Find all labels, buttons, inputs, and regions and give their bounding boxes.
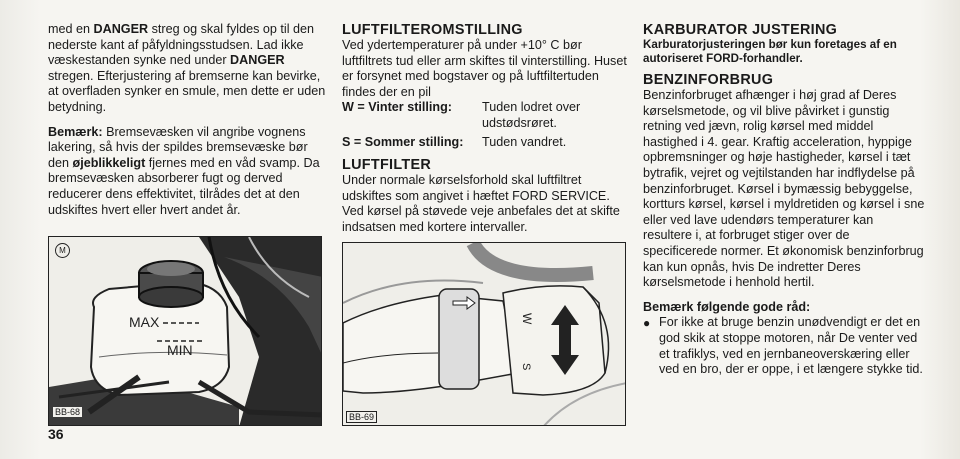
- brake-reservoir-illustration: [49, 237, 322, 426]
- heading-air-filter: LUFTFILTER: [342, 157, 432, 174]
- column-carburetor-fuel: [643, 22, 925, 378]
- air-filter-paragraph: Under normale kørselsforhold skal luftfiltret udskiftes som angivet i hæftet FORD SERVICE. Ved kørsel på støvede veje anbefales det at skifte indsatsen med kortere intervaller.: [342, 173, 620, 234]
- figure-brake-reservoir: [48, 236, 322, 426]
- metric-mark-icon: M: [55, 243, 70, 258]
- brake-fluid-paragraph: med en DANGER streg og skal fyldes op til den nederste kant af påfyldningsstudsen. Lad ikke væskestanden synke ned under DANGER stregen. Efterjustering af bremserne kan bevirke, at overfladen synker en smule, men dette er uden betydning.: [48, 22, 326, 114]
- heading-air-filter-setting: LUFTFILTEROMSTILLING: [342, 22, 523, 38]
- max-marking: MAX: [129, 314, 160, 330]
- tip-text: For ikke at bruge benzin unødvendigt er det en god skik at stoppe motoren, når De venter ved et trafiklys, ved en jernbaneoverskæring eller ved en bro, der er oppe, i et længere stykke tid.: [659, 315, 923, 377]
- brake-fluid-note: Bemærk: Bremsevæsken vil angribe vognens lakering, så hvis der spildes bremsevæske bør den øjeblikkeligt fjernes med en våd svamp. Da bremsevæsken absorberer fugt og derved reducerer dens effektivitet, tilrådes det at den udskiftes hvert eller hvert andet år.: [48, 124, 320, 217]
- tips-heading: Bemærk følgende gode råd:: [643, 299, 811, 314]
- fuel-consumption-paragraph: Benzinforbruget afhænger i høj grad af Deres kørselsmetode, og vil blive påvirket i gunstig retning ved jævn, rolig kørsel med middel hastighed i 4. gear. Kraftig acceleration, hyppige opbremsninger og høje hastigheder, kørsel i tæt bytrafik, vejret og vejtilstanden har indflydelse på benzinforbruget. Kørsel i bymæssig bebyggelse, kortturs kørsel, kørsel i myldretiden og kørsel i sne eller ved lave udendørs temperaturer kan resultere i, at forbruget stiger over de specificerede normer. Et økonomisk benzinforbrug kan kun opnås, hvis De indretter Deres kørselsmetode i henhold hertil.: [643, 88, 925, 290]
- column-brake-fluid: [48, 22, 328, 218]
- letter-w-marking: W: [520, 313, 534, 325]
- winter-setting-label: W = Vinter stilling:: [342, 100, 452, 115]
- figure-label-bb68: BB-68: [55, 407, 81, 417]
- air-filter-illustration: [343, 243, 626, 426]
- min-marking: MIN: [167, 342, 193, 358]
- heading-fuel-consumption: BENZINFORBRUG: [643, 72, 774, 88]
- figure-label-bb69: BB-69: [346, 411, 377, 423]
- column-air-filter: [342, 22, 628, 236]
- tip-item: [643, 315, 925, 377]
- winter-setting-value: Tuden lodret over udstødsrøret.: [482, 100, 581, 130]
- letter-s-marking: S: [520, 363, 532, 371]
- summer-setting-row: [342, 135, 628, 151]
- carburetor-note: Karburatorjusteringen bør kun foretages af en autoriseret FORD-forhandler.: [643, 38, 897, 65]
- air-filter-setting-paragraph: Ved ydertemperaturer på under +10° C bør luftfiltrets tud eller arm skiftes til vinterstilling. Huset er forsynet med bogstaver og på luftfiltertuden findes der en pil: [342, 38, 627, 99]
- bullet-icon: ●: [643, 316, 651, 331]
- figure-air-filter-snorkel: [342, 242, 626, 426]
- heading-carburetor: KARBURATOR JUSTERING: [643, 22, 838, 38]
- winter-setting-row: [342, 100, 628, 131]
- summer-setting-value: Tuden vandret.: [482, 134, 567, 149]
- page-number: 36: [48, 426, 64, 442]
- summer-setting-label: S = Sommer stilling:: [342, 134, 464, 149]
